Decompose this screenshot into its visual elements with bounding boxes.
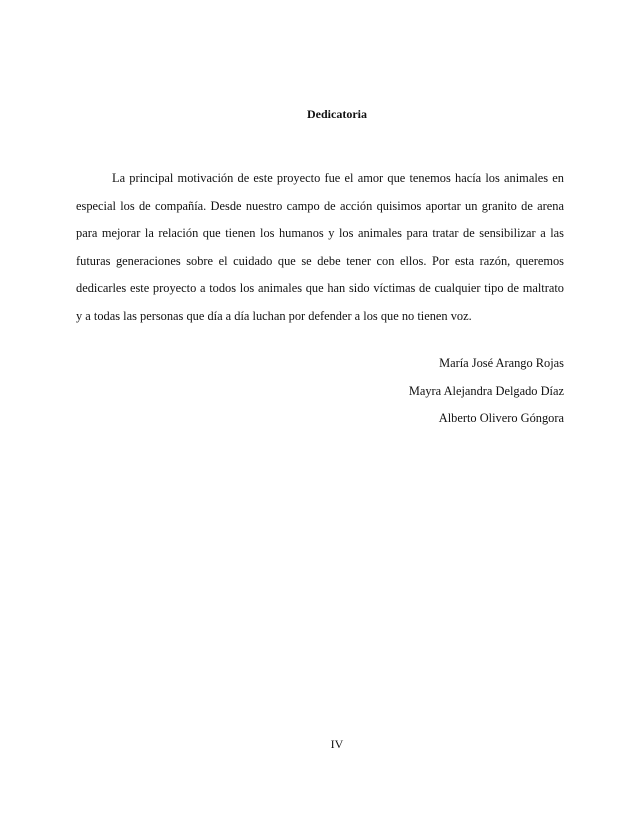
page-title: Dedicatoria bbox=[307, 107, 367, 121]
paragraph-line: especial los de compañía. Desde nuestro campo de acción quisimos aportar un granito de arena bbox=[76, 198, 564, 213]
signature-block bbox=[409, 350, 564, 433]
signature-name: Alberto Olivero Góngora bbox=[438, 411, 564, 425]
paragraph-line: y a todas las personas que día a día luchan por defender a los que no tienen voz. bbox=[76, 308, 472, 323]
paragraph-line: futuras generaciones sobre el cuidado que se debe tener con ellos. Por esta razón, queremos bbox=[76, 253, 564, 268]
paragraph-line: dedicarles este proyecto a todos los animales que han sido víctimas de cualquier tipo de maltrato bbox=[76, 281, 564, 296]
paragraph-line: para mejorar la relación que tienen los humanos y los animales para tratar de sensibilizar a las bbox=[76, 226, 564, 241]
signature-name: María José Arango Rojas bbox=[439, 356, 564, 370]
dedication-paragraph bbox=[76, 165, 564, 331]
page-number: IV bbox=[330, 737, 344, 751]
paragraph-line: La principal motivación de este proyecto fue el amor que tenemos hacía los animales en bbox=[112, 171, 564, 185]
signature-name: Mayra Alejandra Delgado Díaz bbox=[408, 383, 564, 398]
